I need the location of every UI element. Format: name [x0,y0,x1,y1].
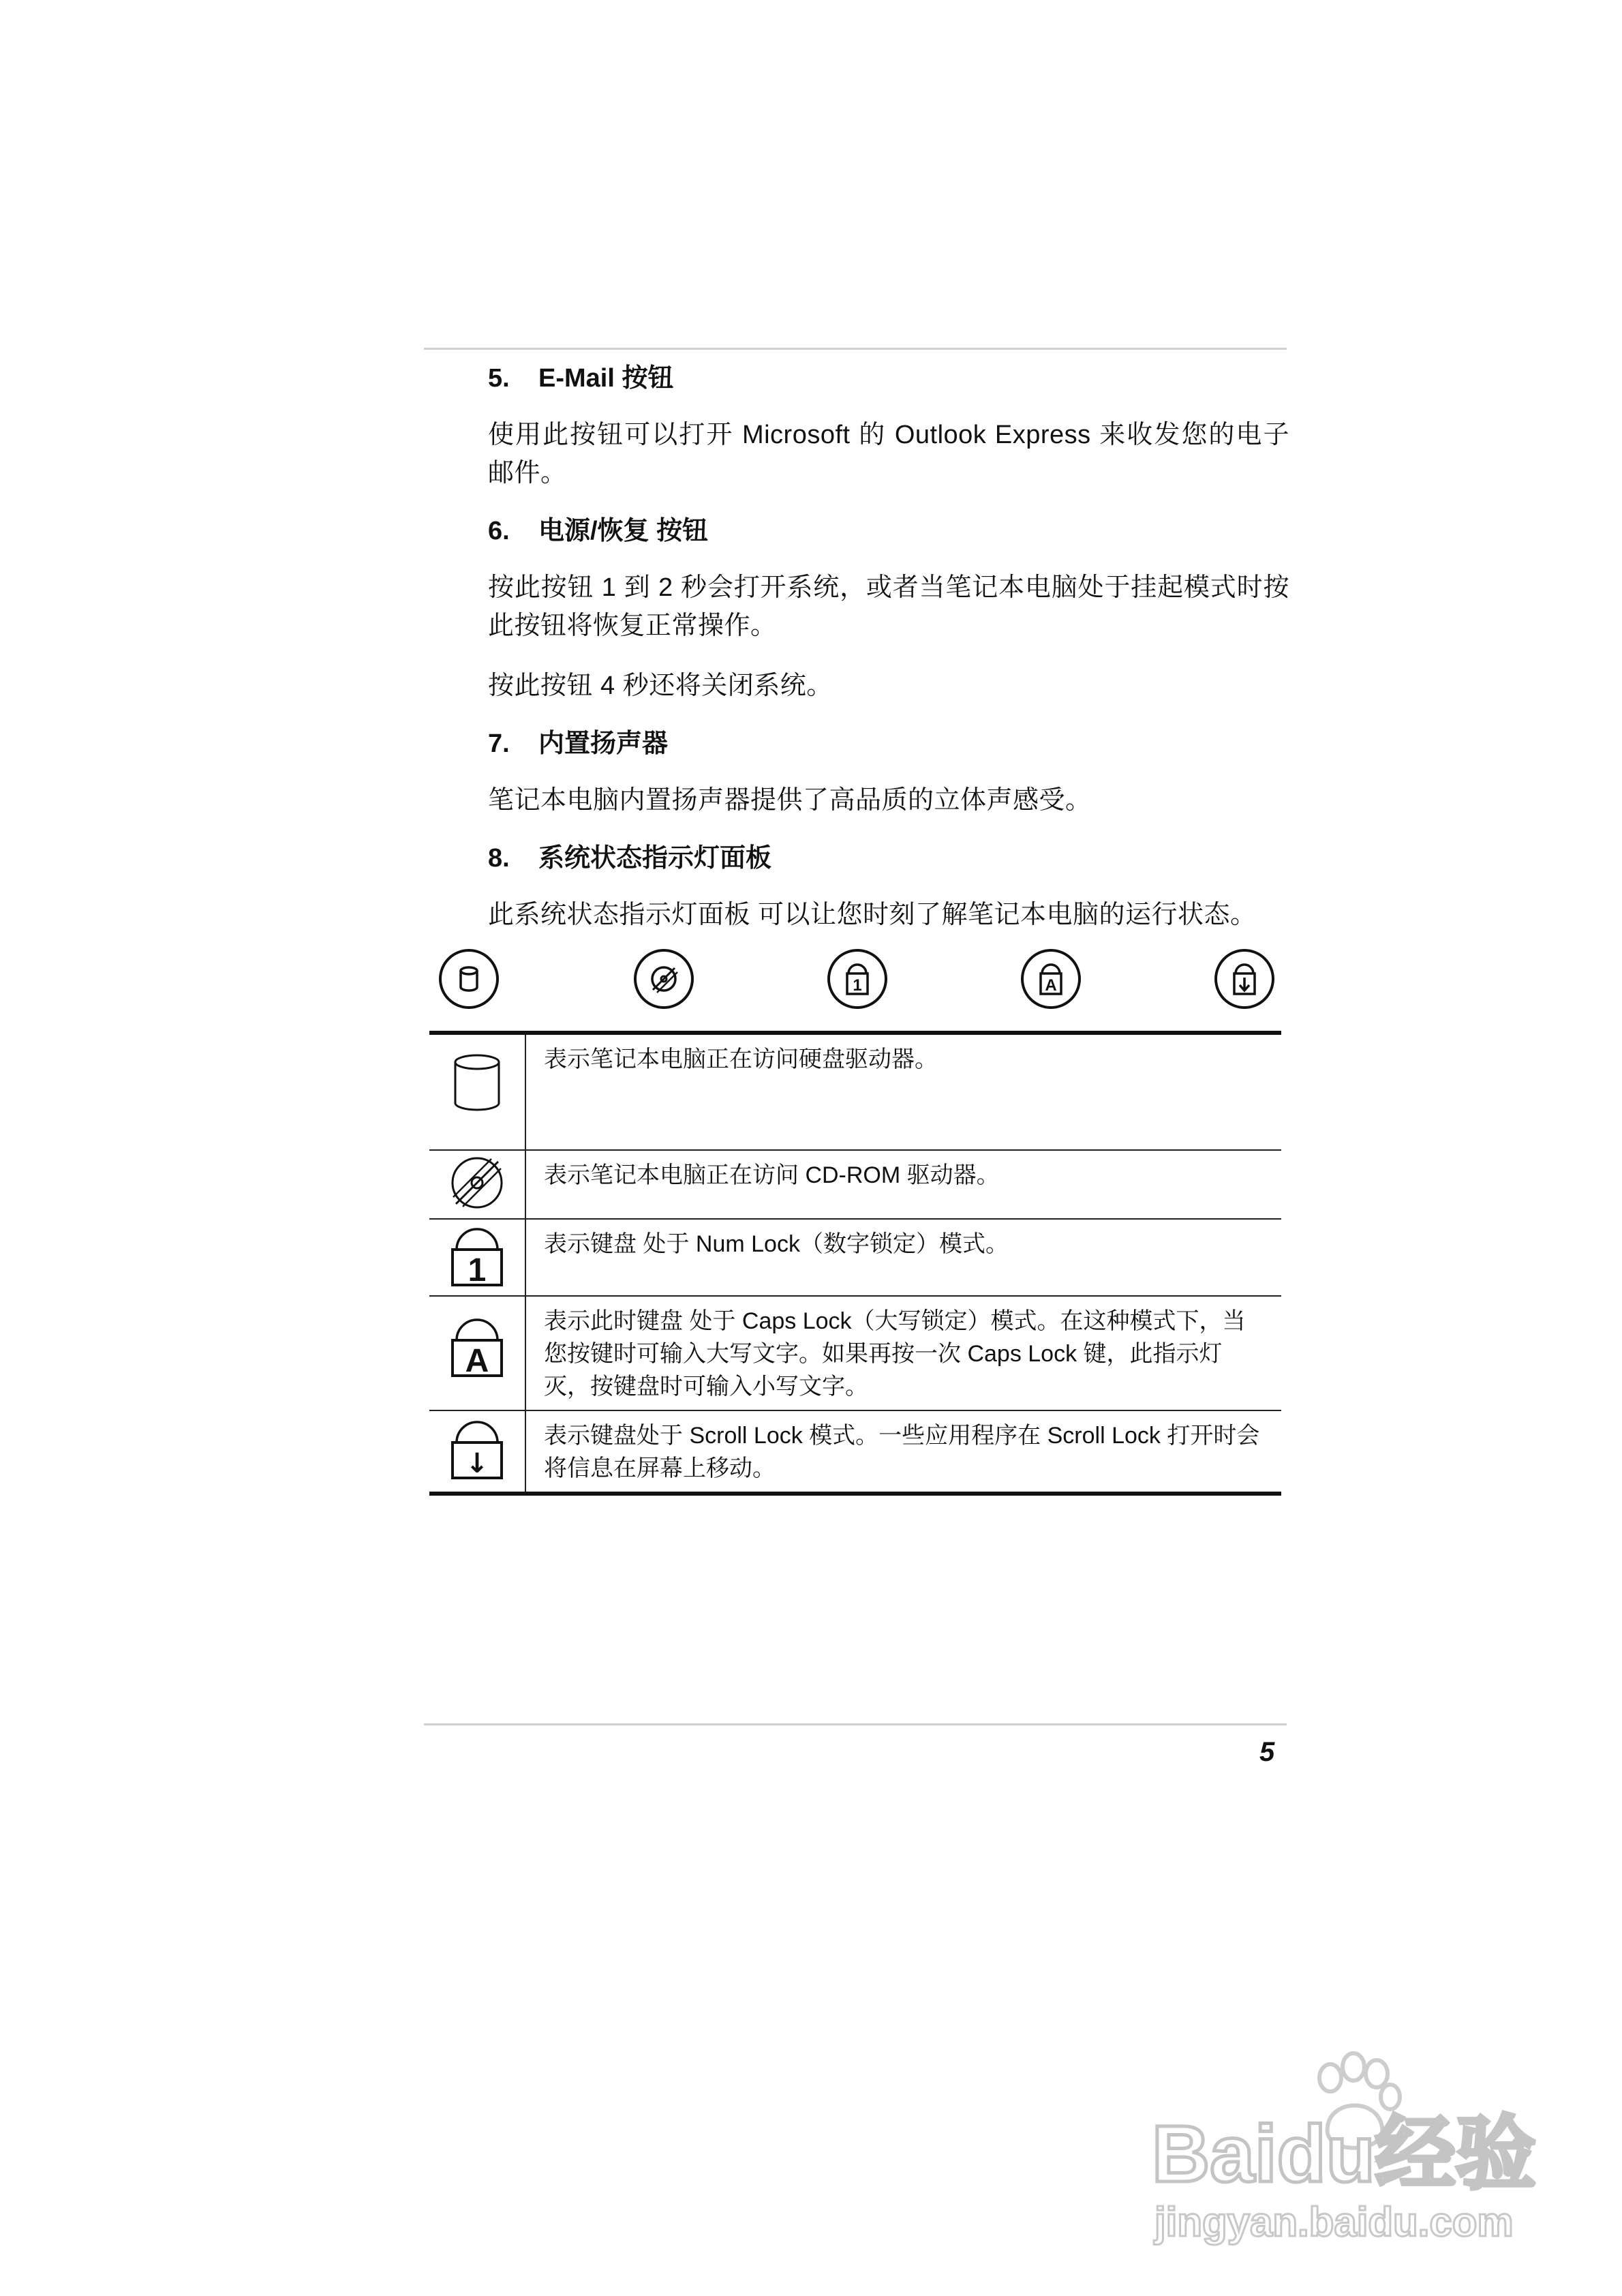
num-lock-icon [826,948,889,1010]
section-number: 5. [488,364,510,393]
caps-lock-icon [1020,948,1082,1010]
section-title: 系统状态指示灯面板 [538,844,772,873]
svg-text:1: 1 [853,976,862,995]
icon-cell [429,1296,525,1410]
icon-cell [429,1219,525,1296]
section-power-resume-button [488,514,1289,705]
section-number: 7. [488,729,510,758]
section-paragraph: 按此按钮 1 到 2 秒会打开系统，或者当笔记本电脑处于挂起模式时按此按钮将恢复正常操作。 [488,573,1289,640]
manual-content [488,361,1289,956]
scroll-lock-glyph: ↓ [465,1448,489,1479]
table-row [429,1296,1281,1410]
page-number: 5 [1259,1737,1275,1767]
status-description: 表示笔记本电脑正在访问硬盘驱动器。 [544,1046,938,1072]
section-number: 8. [488,844,510,873]
table-row [429,1150,1281,1219]
status-description: 表示键盘 处于 Num Lock（数字锁定）模式。 [544,1231,1009,1257]
section-status-panel [488,841,1289,934]
section-title: E-Mail 按钮 [538,364,674,393]
section-heading [488,514,1289,548]
baidu-jingyan-watermark [1145,2038,1581,2256]
icon-cell [429,1150,525,1219]
section-heading [488,361,1289,395]
status-indicator-table [429,1031,1281,1496]
hard-disk-icon [450,1047,504,1122]
status-description: 表示此时键盘 处于 Caps Lock（大写锁定）模式。在这种模式下，当您按键时可输入大写文字。如果再按一次 Caps Lock 键，此指示灯灭，按键盘时可输入小写文字。 [544,1308,1246,1400]
icon-cell [429,1033,525,1150]
status-panel-icons [429,948,1281,1016]
section-paragraph: 笔记本电脑内置扬声器提供了高品质的立体声感受。 [488,786,1092,815]
num-lock-icon [448,1222,506,1289]
header-rule [424,348,1287,350]
status-description: 表示笔记本电脑正在访问 CD-ROM 驱动器。 [544,1162,1000,1188]
section-paragraph: 此系统状态指示灯面板 可以让您时刻了解笔记本电脑的运行状态。 [488,901,1257,929]
footer-rule [424,1723,1287,1725]
section-number: 6. [488,517,510,545]
num-lock-glyph: 1 [468,1252,487,1288]
section-title: 电源/恢复 按钮 [538,517,709,545]
section-paragraph: 按此按钮 4 秒还将关闭系统。 [488,671,833,700]
scroll-lock-icon [448,1415,506,1482]
section-email-button [488,361,1289,492]
svg-text:A: A [1045,976,1057,995]
cd-rom-icon [632,948,695,1010]
caps-lock-icon [448,1313,506,1380]
scroll-lock-icon [1213,948,1276,1010]
caps-lock-glyph: A [465,1343,489,1379]
cd-rom-icon [448,1153,506,1212]
hard-disk-icon [438,948,500,1010]
section-speakers [488,727,1289,819]
watermark-url: jingyan.baidu.com [1154,2199,1514,2245]
watermark-brand: Baidu经验 [1152,2109,1536,2199]
icon-cell [429,1410,525,1494]
section-title: 内置扬声器 [538,729,669,758]
table-row [429,1219,1281,1296]
section-heading [488,841,1289,875]
status-description: 表示键盘处于 Scroll Lock 模式。一些应用程序在 Scroll Lock 打开时会将信息在屏幕上移动。 [544,1423,1260,1481]
section-heading [488,727,1289,761]
section-paragraph: 使用此按钮可以打开 Microsoft 的 Outlook Express 来收发您的电子邮件。 [488,421,1289,487]
table-row [429,1033,1281,1150]
table-row [429,1410,1281,1494]
